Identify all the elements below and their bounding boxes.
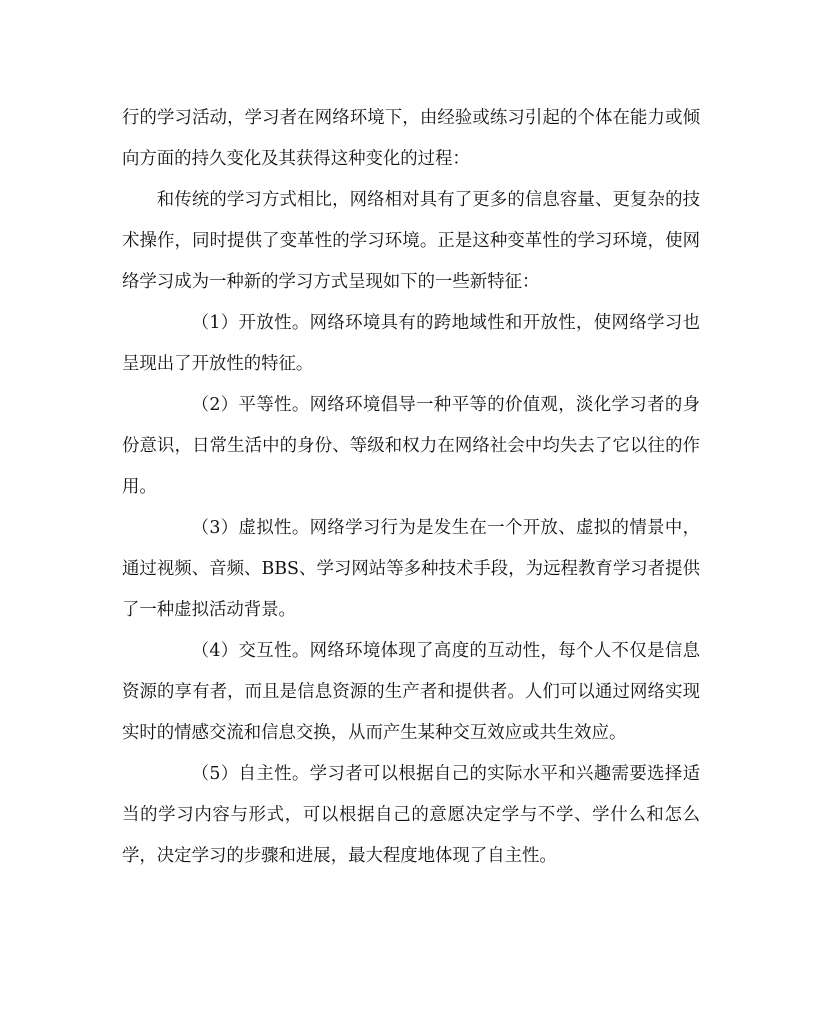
paragraph-autonomy: （5）自主性。学习者可以根据自己的实际水平和兴趣需要选择适当的学习内容与形式，可以根据自己的意愿决定学与不学、学什么和怎么学，决定学习的步骤和进展，最大程度地体现了自主性。 — [122, 764, 700, 866]
paragraph-interactivity: （4）交互性。网络环境体现了高度的互动性，每个人不仅是信息资源的享有者，而且是信息资源的生产者和提供者。人们可以通过网络实现实时的情感交流和信息交换，从而产生某种交互效应或共生效应。 — [122, 641, 700, 743]
document-body — [122, 98, 700, 877]
paragraph-equality: （2）平等性。网络环境倡导一种平等的价值观，淡化学习者的身份意识，日常生活中的身份、等级和权力在网络社会中均失去了它以往的作用。 — [122, 395, 700, 497]
paragraph-intro: 和传统的学习方式相比，网络相对具有了更多的信息容量、更复杂的技术操作，同时提供了变革性的学习环境。正是这种变革性的学习环境，使网络学习成为一种新的学习方式呈现如下的一些新特征： — [122, 190, 700, 292]
paragraph-continuation: 行的学习活动，学习者在网络环境下，由经验或练习引起的个体在能力或倾向方面的持久变化及其获得这种变化的过程： — [122, 108, 700, 169]
paragraph-openness: （1）开放性。网络环境具有的跨地域性和开放性，使网络学习也呈现出了开放性的特征。 — [122, 313, 700, 374]
paragraph-virtuality: （3）虚拟性。网络学习行为是发生在一个开放、虚拟的情景中，通过视频、音频、BBS、学习网站等多种技术手段，为远程教育学习者提供了一种虚拟活动背景。 — [122, 518, 700, 620]
